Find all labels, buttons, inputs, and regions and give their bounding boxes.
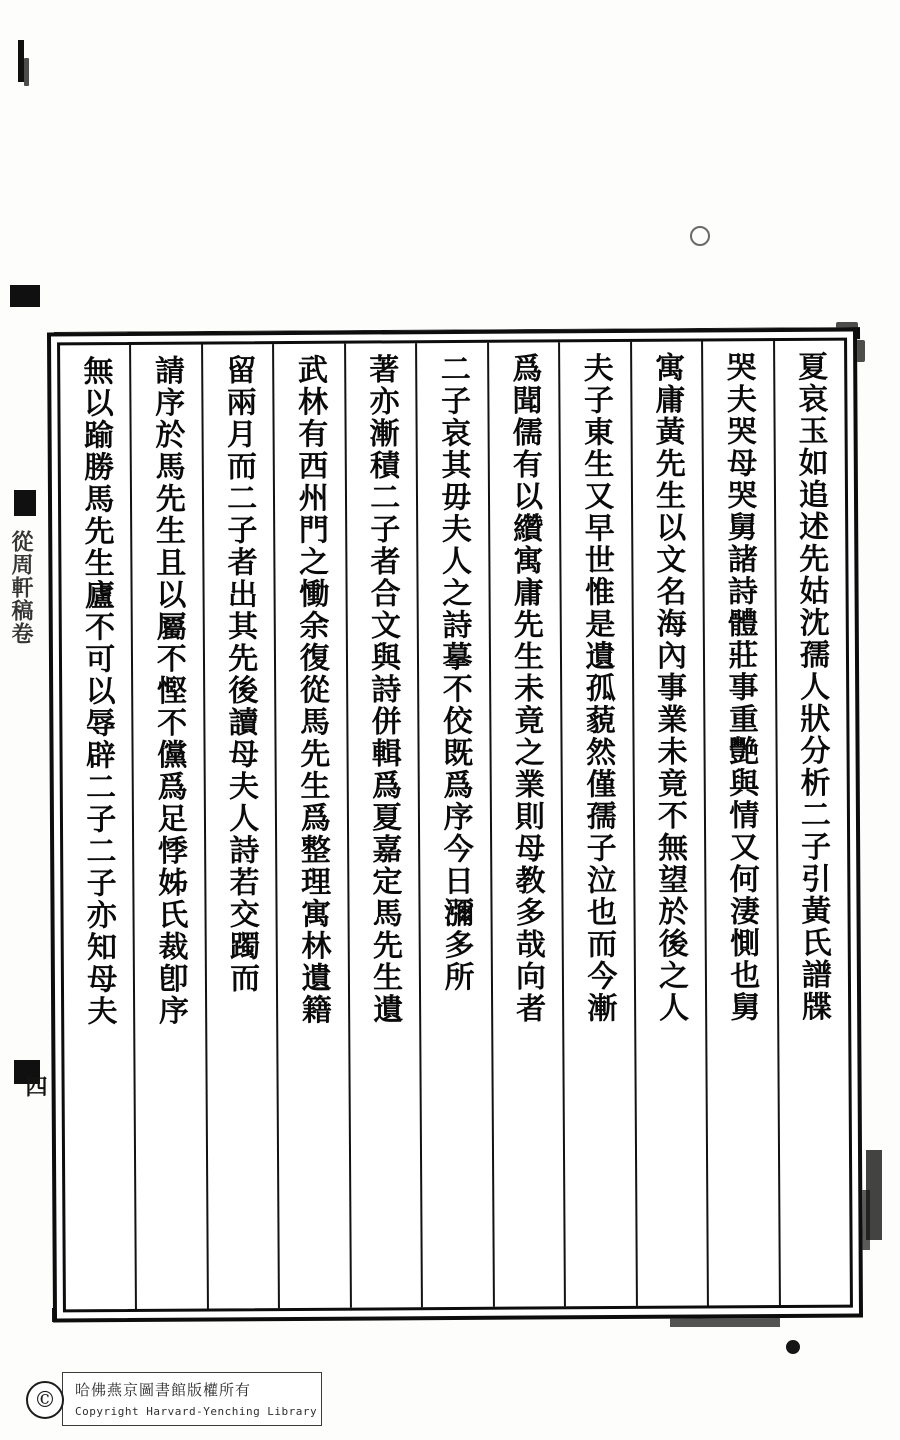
- text-column-line: 爲聞儒有以纘寓庸先生未竟之業則母教多哉向者: [506, 352, 546, 1025]
- text-columns-container: [57, 338, 853, 1313]
- text-column: [701, 341, 778, 1305]
- text-column-line: 著亦漸積二子者合文與詩併輯爲夏嘉定馬先生遺: [363, 353, 403, 1026]
- margin-tick: [10, 285, 40, 307]
- text-column-line: 無以踰勝馬先生廬不可以辱辟二子二子亦知母夫: [77, 355, 117, 1028]
- text-column: [630, 341, 707, 1305]
- text-column-line: 寓庸黃先生以文名海內事業未竟不無望於後之人: [649, 351, 689, 1024]
- text-column: [272, 344, 349, 1308]
- ink-dot-mark: [786, 1340, 800, 1354]
- text-column: [415, 343, 492, 1307]
- library-stamp-english: Copyright Harvard-Yenching Library: [75, 1405, 318, 1418]
- page-number-mark: 四: [22, 1075, 48, 1097]
- scan-artifact-icon: [690, 226, 710, 246]
- text-column: [201, 344, 278, 1308]
- text-column: [487, 342, 564, 1306]
- library-stamp-chinese: 哈佛燕京圖書館版權所有: [75, 1381, 252, 1399]
- text-column-line: 武林有西州門之慟余復從馬先生爲整理寓林遺籍: [291, 353, 331, 1026]
- text-block-frame: [47, 328, 863, 1323]
- text-column: [60, 345, 135, 1309]
- text-column: [773, 341, 850, 1305]
- margin-tick: [14, 490, 36, 516]
- text-column: [130, 345, 207, 1309]
- text-column-line: 留兩月而二子者出其先後讀母夫人詩若交躅而: [220, 354, 260, 995]
- text-column: [558, 342, 635, 1306]
- text-column-line: 夫子東生又早世惟是遺孤藐然僅孺子泣也而今漸: [577, 352, 617, 1025]
- scan-speck: [24, 58, 29, 86]
- copyright-icon: ©: [26, 1381, 64, 1419]
- side-running-title-text: 從周軒稿卷: [8, 530, 34, 645]
- text-column: [344, 343, 421, 1307]
- text-column-line: 哭夫哭母哭舅諸詩體莊事重艷與情又何淒惻也舅: [720, 351, 760, 1024]
- text-column-line: 請序於馬先生且以屬不慳不儻爲足悸姊氏裁卽序: [148, 354, 189, 1027]
- text-column-line: 夏哀玉如追述先姑沈孺人狀分析二子引黃氏譜牒: [791, 350, 832, 1023]
- text-column-line: 二子哀其毋夫人之詩摹不佼既爲序今日瀰多所: [434, 352, 474, 994]
- library-stamp: [62, 1372, 322, 1426]
- margin-tick: [18, 40, 24, 82]
